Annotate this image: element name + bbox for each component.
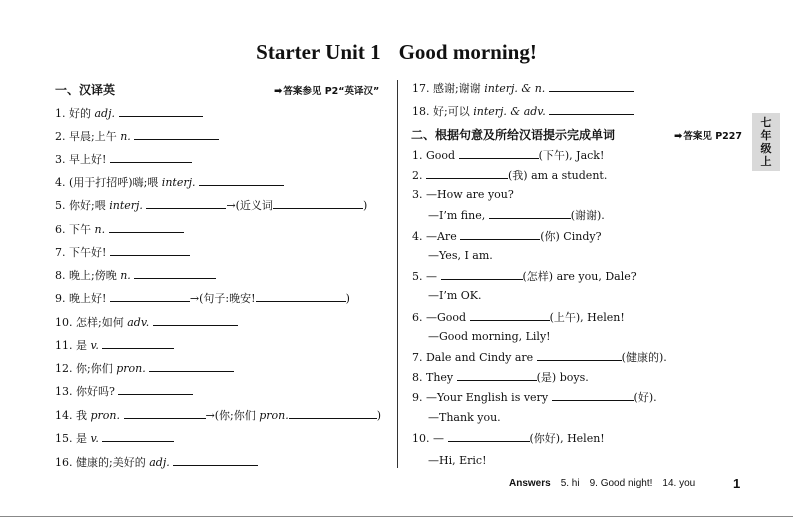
item-chinese: 怎样;如何 xyxy=(76,316,124,329)
item-number: 13. xyxy=(55,385,73,398)
exercise-item xyxy=(412,370,589,385)
item-chinese: 是 xyxy=(76,339,87,352)
item-chinese: 你;你们 xyxy=(76,362,113,375)
vocab-item xyxy=(55,384,193,399)
item-close: ) xyxy=(376,409,382,422)
exercise-hint: (怎样) are you, Dale? xyxy=(522,270,637,283)
exercise-text: —Thank you. xyxy=(428,411,501,424)
vocab-item xyxy=(55,338,174,353)
vocab-item xyxy=(55,222,184,237)
answer-blank[interactable] xyxy=(549,81,634,92)
vocab-item xyxy=(412,81,634,96)
answer-blank[interactable] xyxy=(173,455,258,466)
bottom-rule xyxy=(0,516,793,517)
item-number: 2. xyxy=(55,130,66,143)
item-pos: v. xyxy=(90,432,99,445)
answer-item: 14. you xyxy=(662,478,696,489)
right-arrow-icon: ➡ xyxy=(674,131,683,142)
exercise-text: —Good morning, Lily! xyxy=(428,330,551,343)
item-pos: pron. xyxy=(259,409,289,422)
item-number: 1. xyxy=(55,107,66,120)
exercise-text: 3. —How are you? xyxy=(412,188,514,201)
item-chinese: 晚上;傍晚 xyxy=(69,269,117,282)
exercise-item xyxy=(412,310,625,325)
answer-blank[interactable] xyxy=(460,229,540,240)
answer-blank[interactable] xyxy=(273,198,363,209)
item-pos: pron. xyxy=(116,362,146,375)
exercise-hint: (下午), Jack! xyxy=(538,149,605,162)
answer-blank[interactable] xyxy=(441,269,523,280)
exercise-text: 8. They xyxy=(412,371,454,384)
item-chinese: 好;可以 xyxy=(433,105,470,118)
exercise-text: —Yes, I am. xyxy=(428,249,493,262)
item-pos: interj. xyxy=(161,176,196,189)
item-number: 16. xyxy=(55,456,73,469)
vocab-item xyxy=(55,106,203,121)
item-chinese: (用于打招呼)嗨;喂 xyxy=(69,176,159,189)
item-pos: interj. & n. xyxy=(484,82,546,95)
answer-blank[interactable] xyxy=(549,104,634,115)
item-pos: adj. xyxy=(149,456,170,469)
item-number: 4. xyxy=(55,176,66,189)
item-chinese: 你好吗? xyxy=(76,385,115,398)
item-pos: adv. xyxy=(127,316,150,329)
answer-item: 5. hi xyxy=(560,478,580,489)
answer-blank[interactable] xyxy=(102,338,174,349)
item-number: 17. xyxy=(412,82,430,95)
item-chinese: 感谢;谢谢 xyxy=(433,82,481,95)
answer-blank[interactable] xyxy=(537,350,622,361)
item-pos: n. xyxy=(94,223,106,236)
item-chinese: 健康的;美好的 xyxy=(76,456,146,469)
exercise-item xyxy=(428,208,605,223)
exercise-hint: (上午), Helen! xyxy=(549,311,625,324)
exercise-text: 4. —Are xyxy=(412,230,457,243)
answer-blank[interactable] xyxy=(470,310,550,321)
vocab-item xyxy=(55,431,174,446)
vocab-item xyxy=(55,361,234,376)
exercise-item xyxy=(412,269,637,284)
answers-label: Answers xyxy=(509,478,551,489)
exercise-item xyxy=(428,289,482,303)
page-number: 1 xyxy=(733,476,741,491)
item-related: →(近义词 xyxy=(226,199,273,212)
item-pos: n. xyxy=(120,269,131,282)
item-number: 8. xyxy=(55,269,66,282)
exercise-hint: (你) Cindy? xyxy=(540,230,602,243)
vocab-item xyxy=(55,152,192,167)
exercise-item xyxy=(428,330,551,344)
answer-blank[interactable] xyxy=(119,106,203,117)
exercise-item xyxy=(428,454,487,468)
grade-tab-label: 七年级上 xyxy=(760,116,772,168)
item-number: 14. xyxy=(55,409,73,422)
answer-blank[interactable] xyxy=(146,198,226,209)
title-unit: Starter Unit 1 xyxy=(256,40,381,64)
answer-blank[interactable] xyxy=(552,390,634,401)
exercise-text: 5. — xyxy=(412,270,437,283)
exercise-item xyxy=(428,249,493,263)
exercise-hint: (好). xyxy=(633,391,657,404)
exercise-text: —I’m fine, xyxy=(428,209,486,222)
answer-blank[interactable] xyxy=(199,175,284,186)
item-number: 3. xyxy=(55,153,66,166)
column-divider xyxy=(397,80,398,468)
exercise-text: 7. Dale and Cindy are xyxy=(412,351,534,364)
grade-tab xyxy=(752,113,780,171)
exercise-text: 2. xyxy=(412,169,423,182)
item-pos: interj. & adv. xyxy=(473,105,546,118)
item-number: 10. xyxy=(55,316,73,329)
item-number: 5. xyxy=(55,199,66,212)
page-title xyxy=(0,40,793,65)
section2-heading: 二、根据句意及所给汉语提示完成单词 xyxy=(411,128,616,142)
exercise-text: —Hi, Eric! xyxy=(428,454,487,467)
answers-footer xyxy=(509,478,705,489)
section2-ref-text: 答案见 P227 xyxy=(683,131,742,142)
vocab-item xyxy=(55,198,367,213)
exercise-item xyxy=(428,411,501,425)
section1-ref-text: 答案参见 P2“英译汉” xyxy=(283,86,380,97)
item-chinese: 你好;喂 xyxy=(69,199,106,212)
right-arrow-icon: ➡ xyxy=(274,86,283,97)
item-chinese: 我 xyxy=(76,409,87,422)
item-close: ) xyxy=(362,199,368,212)
title-main: Good morning! xyxy=(398,40,537,64)
exercise-item xyxy=(412,148,604,163)
answer-blank[interactable] xyxy=(110,291,190,302)
item-number: 15. xyxy=(55,432,73,445)
answer-blank[interactable] xyxy=(110,245,190,256)
answer-item: 9. Good night! xyxy=(589,478,653,489)
answer-blank[interactable] xyxy=(289,408,377,419)
item-close: ) xyxy=(345,292,350,305)
item-pos: interj. xyxy=(109,199,143,212)
vocab-item xyxy=(55,268,216,283)
item-number: 6. xyxy=(55,223,66,236)
section2-ref xyxy=(674,128,742,142)
item-number: 7. xyxy=(55,246,66,259)
exercise-item xyxy=(412,350,667,365)
exercise-hint: (我) am a student. xyxy=(508,169,608,182)
exercise-item xyxy=(412,229,601,244)
exercise-text: 10. — xyxy=(412,432,444,445)
vocab-item xyxy=(55,245,190,260)
answer-blank[interactable] xyxy=(118,384,193,395)
item-related: →(你;你们 xyxy=(205,409,256,422)
vocab-item xyxy=(55,455,258,470)
exercise-text: —I’m OK. xyxy=(428,289,482,302)
exercise-text: 1. Good xyxy=(412,149,456,162)
item-number: 11. xyxy=(55,339,73,352)
exercise-item xyxy=(412,431,605,446)
answer-blank[interactable] xyxy=(124,408,206,419)
answer-blank[interactable] xyxy=(426,168,508,179)
exercise-text: 9. —Your English is very xyxy=(412,391,549,404)
vocab-item xyxy=(55,175,284,190)
item-number: 9. xyxy=(55,292,66,305)
vocab-item xyxy=(55,129,219,144)
item-number: 12. xyxy=(55,362,73,375)
exercise-hint: (是) boys. xyxy=(536,371,589,384)
exercise-item xyxy=(412,188,514,202)
answer-blank[interactable] xyxy=(149,361,234,372)
exercise-hint: (谢谢). xyxy=(570,209,605,222)
item-pos: adj. xyxy=(94,107,116,120)
exercise-text: 6. —Good xyxy=(412,311,467,324)
answer-blank[interactable] xyxy=(110,152,192,163)
answer-blank[interactable] xyxy=(489,208,571,219)
item-number: 18. xyxy=(412,105,430,118)
item-chinese: 早上好! xyxy=(69,153,107,166)
exercise-hint: (你好), Helen! xyxy=(529,432,605,445)
answer-blank[interactable] xyxy=(457,370,537,381)
exercise-item xyxy=(412,390,657,405)
item-chinese: 好的 xyxy=(69,107,91,120)
item-pos: pron. xyxy=(90,409,121,422)
section1-ref xyxy=(274,83,379,97)
answer-blank[interactable] xyxy=(256,291,346,302)
answer-blank[interactable] xyxy=(153,315,238,326)
answer-blank[interactable] xyxy=(102,431,174,442)
vocab-item xyxy=(55,408,381,423)
exercise-hint: (健康的). xyxy=(621,351,667,364)
exercise-item xyxy=(412,168,607,183)
item-chinese: 下午 xyxy=(69,223,91,236)
vocab-item xyxy=(55,315,238,330)
answer-blank[interactable] xyxy=(459,148,539,159)
item-pos: n. xyxy=(120,130,131,143)
answer-blank[interactable] xyxy=(109,222,184,233)
item-chinese: 早晨;上午 xyxy=(69,130,117,143)
vocab-item xyxy=(55,291,350,306)
answer-blank[interactable] xyxy=(134,268,216,279)
item-chinese: 是 xyxy=(76,432,87,445)
item-pos: v. xyxy=(90,339,99,352)
section1-heading: 一、汉译英 xyxy=(55,83,116,97)
item-chinese: 下午好! xyxy=(69,246,107,259)
item-chinese: 晚上好! xyxy=(69,292,107,305)
item-related: →(句子:晚安! xyxy=(189,292,256,305)
answer-blank[interactable] xyxy=(134,129,219,140)
vocab-item xyxy=(412,104,634,119)
answer-blank[interactable] xyxy=(448,431,530,442)
